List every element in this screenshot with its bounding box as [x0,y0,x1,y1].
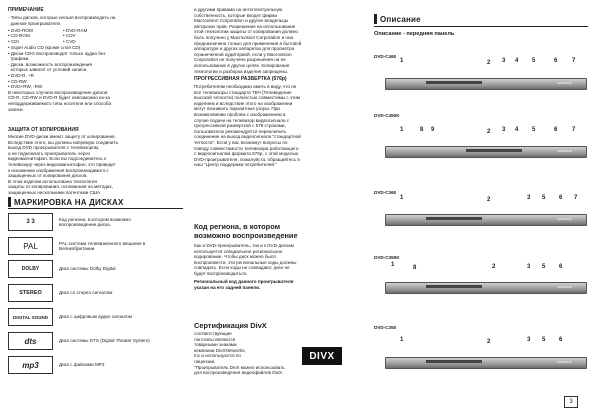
macrovision-text: и другими правами на интеллектуальную собственность, которые входят фирма Macrovision Corporation и другие владельцы авторских прав. Разрешение на использование этой технологии защиты от копирования должно быть получено у Macrovision Corporation и она предназначена только для применения в бытовой аппаратуре и других аппаратах для просмотра ограниченной аудиторией, если у Macrovision Corporation не получено разрешения на ее использование в других целях. Копирование технологии и разборка изделия запрещены. [194,7,302,74]
callout-number: 2 [487,339,491,345]
callout-number: 1 [400,195,404,201]
callout-number: 5 [542,337,546,343]
dts-icon: dts [8,332,53,350]
callout-number: 1 [391,262,395,268]
progressive-title: ПРОГРЕССИВНАЯ РАЗВЕРТКА (576р) [194,76,287,82]
mark-desc: Диск со стерео сигналом [59,290,113,296]
mark-desc: PAL-система телевизионного вещания в Великобритании [59,240,146,251]
callout-number: 6 [554,127,558,133]
pal-icon: PAL [8,237,53,255]
model-label: DVD-C460 [374,54,397,59]
front-panel-title: Описание - передняя панель [374,31,455,37]
disc-mark-row [8,332,158,350]
callout-number: 2 [487,129,491,135]
callout-number: 3 [527,337,531,343]
disc-mark-row [8,284,158,302]
mark-desc: Диск системы DTS (Digital Theater System) [59,338,150,344]
disc-mark-row [8,308,158,326]
disc-mark-row [8,356,158,374]
brand-label: SAMSUNG [556,149,572,153]
model-label: DVD-C360 [374,190,397,195]
mark-desc: Диск с цифровым аудио сигналом [59,314,132,320]
divx-logo-icon: DIVX [302,347,342,365]
region-bold-note: Региональный код данного проигрывателя указан на его задней панели. [194,279,294,290]
stereo-icon: STEREO [8,284,53,302]
callout-number: 3 [527,264,531,270]
copy-protection-text: Многие DVD-диски имеют защиту от копирования. Вследствие этого, вы должны напрямую соединить выход DVD проигрывателя с телевизором, а не подключать проигрыватель через видеомагнитофон. Если вы подсоединитесь к телевизору через видеомагнитофон, это приведет к искажению изображения воспроизводимого с защищенных от копирования дисков. В этом изделии использована технология защиты от копирования, основанная на методах, защищенных несколькими патентами США [8,134,118,195]
player-front-panel [385,214,587,226]
heading-bar [8,197,11,207]
callout-number: 5 [532,58,536,64]
callout-number: 4 [515,58,519,64]
region-text: Как и DVD-проигрыватель, так и к DVD-дискам используется специальное региональное кодирование. Чтобы диск можно было воспроизвести, эти региональные коды должны совпадать. Если коды не совпадают, диск не будет воспроизводиться. [194,243,297,276]
region-title: Код региона, в котором возможно воспроизведение [194,222,298,240]
callout-number: 9 [431,127,435,133]
note-title: ПРИМЕЧАНИЕ [8,7,44,13]
callout-number: 1 [400,58,404,64]
brand-label: SAMSUNG [556,285,572,289]
callout-number: 5 [532,127,536,133]
brand-label: SAMSUNG [556,360,572,364]
model-label: DVD-C450K [374,113,400,118]
callout-number: 4 [515,127,519,133]
description-title: Описание [380,14,421,24]
divider [8,208,183,209]
mark-desc: Диск с файлами MP3 [59,362,105,368]
disc-mark-row [8,212,158,232]
disc-tray [426,285,482,288]
callout-number: 1 [400,337,404,343]
divx-text: соответствующие логотипы являются товарными знаками компании DivXNetworks, Inc и используются по лицензии. "Проигрыватель DivX можно использовать для воспроизведения видеофайлов DivX. [194,331,285,376]
callout-number: 6 [559,337,563,343]
callout-number: 8 [413,265,417,271]
disc-types-list [8,28,118,44]
mark-desc: Диск системы Dolby Digital [59,266,116,272]
callout-number: 3 [502,58,506,64]
callout-number: 7 [572,58,576,64]
brand-label: SAMSUNG [556,81,572,85]
player-front-panel [385,357,587,369]
dolby-icon: DOLBY [8,260,53,278]
mark-desc: Код региона, в котором возможно воспроизведение диска. [59,216,131,227]
disc-tray [426,217,482,220]
player-front-panel [385,78,587,90]
copy-protection-title: ЗАЩИТА ОТ КОПИРОВАНИЯ [8,127,79,133]
model-label: DVD-C350 [374,325,397,330]
callout-number: 7 [572,127,576,133]
list-item: • CDI • CVD [8,38,76,44]
callout-number: 6 [559,195,563,201]
note-rest: • Super Audio CD (кроме слоя CD) • Диски CDG воспроизводят только аудио без графики. - Диски, возможность воспроизведения которых зависит от условий записи. • DVD-R, +R • CD-RW • DVD+RW, -RW В некоторых случаях воспроизведение дисков CD-R, CD-RW и DVD-R будет невозможно из-за неподдерживаемого типа носителя или способа записи. [8,45,112,112]
divx-title: Сертификация DivX [194,321,267,330]
list-item: • CD-ROM • CDV [8,33,76,39]
heading-bar [374,14,377,24]
divider [374,26,588,27]
disc-mark-row [8,260,158,278]
callout-number: 3 [502,127,506,133]
mp3-icon: mp3 [8,356,53,374]
callout-number: 1 [400,127,404,133]
callout-number: 5 [542,195,546,201]
disc-tray [426,81,482,84]
list-item: • DVD-ROM • DVD-RAM [8,28,88,33]
disc-tray [426,360,482,363]
note-intro: - Типы дисков, которые нельзя воспроизводить на данном проигрывателе. [8,15,116,26]
brand-label: SAMSUNG [556,217,572,221]
digital-sound-icon: DIGITAL SOUND [8,308,53,326]
disc-marks-title: МАРКИРОВКА НА ДИСКАХ [14,197,124,207]
player-front-panel [385,282,587,294]
disc-marks-heading [8,197,124,207]
model-label: DVD-C350K [374,255,400,260]
callout-number: 2 [487,197,491,203]
progressive-text: Потребителям необходимо иметь в виду, что не все телевизоры стандарта ТВЧ (Телевидение высокой четкости) полностью совместимы с этим изделием и вследствие этого на изображении могут возникать паразитные узоры. При возникновении проблем с изображением в случае подачи на телевизор видеосигнала с прогрессивной разверткой с 576 строками, пользователю рекомендуется переключить соединение на выход видеосигнала "стандартной четкости". Если у вас возникнут вопросы по поводу совместимости телевизора работающего с видеосигналом формата 576р, с этой моделью DVD-проигрывателя, пожалуйста, обращайтесь в наш "Центр поддержки потребителей." [194,84,301,168]
callout-number: 6 [559,264,563,270]
region-code-icon: 3 3 [8,213,53,231]
disc-mark-row [8,236,158,256]
callout-number: 7 [574,195,578,201]
callout-number: 2 [487,60,491,66]
callout-number: 2 [492,264,496,270]
callout-number: 3 [527,195,531,201]
description-heading [374,14,421,24]
player-front-panel [385,146,587,158]
callout-number: 5 [542,264,546,270]
callout-number: 6 [554,58,558,64]
callout-number: 8 [420,127,424,133]
page-number: 3 [564,396,578,408]
disc-tray [466,149,522,152]
